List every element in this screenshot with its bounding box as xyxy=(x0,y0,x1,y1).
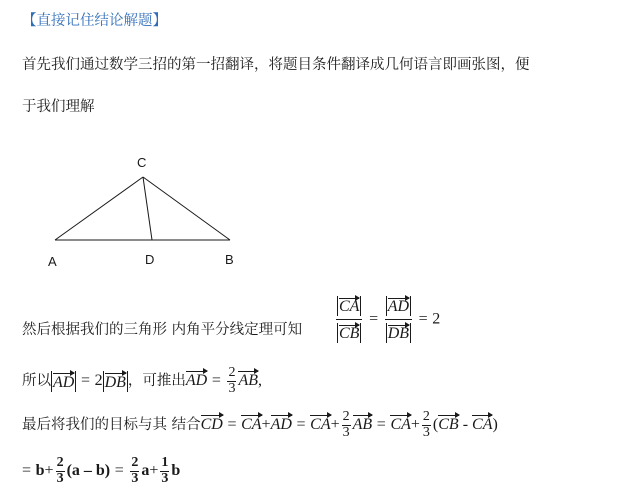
vector-b: b xyxy=(35,462,45,480)
derive-prefix: 所以 xyxy=(22,373,51,390)
vector-a: a xyxy=(141,462,150,480)
final-line xyxy=(22,456,180,486)
side-bc xyxy=(143,177,230,240)
ratio-ca-cb xyxy=(336,296,362,343)
vec-ad: AD xyxy=(53,371,74,392)
vec-cb: CB xyxy=(438,413,458,434)
derive-mid: ，可推出 xyxy=(127,373,186,390)
vec-ca: CA xyxy=(472,413,492,434)
vector-b: b xyxy=(171,462,181,480)
equals-sign: = xyxy=(114,462,124,480)
bisector-cd xyxy=(143,177,152,240)
vec-ad: AD xyxy=(387,298,410,315)
plus-sign: + xyxy=(261,416,271,434)
ratio-value: 2 xyxy=(432,310,441,328)
combine-prefix: 最后将我们的目标与其 结合 xyxy=(22,417,201,434)
vec-db: DB xyxy=(387,324,410,342)
ratio-ad-db xyxy=(385,296,412,343)
label-vertex-a: A xyxy=(48,254,57,269)
label-vertex-b: B xyxy=(225,252,234,267)
label-vertex-c: C xyxy=(137,155,147,170)
fraction-one-third: $\frac{1}{3}$ xyxy=(161,455,169,486)
vec-ad: AD xyxy=(186,369,207,390)
plus-sign: + xyxy=(330,416,340,434)
vec-db: DB xyxy=(105,371,126,392)
intro-line-2: 于我们理解 xyxy=(22,99,95,115)
equals-sign: = xyxy=(227,416,237,434)
theorem-text: 然后根据我们的三角形 内角平分线定理可知 xyxy=(22,322,303,338)
vec-ca: CA xyxy=(241,413,261,434)
combination-line xyxy=(22,410,498,440)
trailing-comma: , xyxy=(258,372,263,390)
fraction-two-thirds: $\frac{2}{3}$ xyxy=(342,409,350,440)
minus-sign: - xyxy=(458,416,473,434)
vec-ad: AD xyxy=(271,413,292,434)
equals-sign: = xyxy=(376,416,386,434)
section-title: 【直接记住结论解题】 xyxy=(22,13,167,29)
vec-ca: CA xyxy=(310,413,330,434)
derivation-line xyxy=(22,366,262,396)
plus-sign: + xyxy=(44,462,54,480)
equals-sign: = xyxy=(296,416,306,434)
equals-sign: = xyxy=(22,462,32,480)
fraction-two-thirds: $\frac{2}{3}$ xyxy=(56,455,64,486)
fraction-two-thirds: $\frac{2}{3}$ xyxy=(131,455,139,486)
vec-ab: AB xyxy=(238,369,258,390)
paren-a-minus-b: (a – b) xyxy=(66,462,111,480)
equals-sign: = xyxy=(369,310,379,328)
fraction-two-thirds: $\frac{2}{3}$ xyxy=(228,365,236,396)
plus-sign: + xyxy=(149,462,159,480)
equals-sign: = xyxy=(80,372,90,390)
coefficient: 2 xyxy=(94,372,103,390)
vec-ca: CA xyxy=(339,298,360,315)
equals-sign: = xyxy=(211,372,221,390)
right-paren: ) xyxy=(492,416,498,434)
fraction-two-thirds: $\frac{2}{3}$ xyxy=(422,409,430,440)
plus-sign: + xyxy=(410,416,420,434)
intro-line-1: 首先我们通过数学三招的第一招翻译，将题目条件翻译成几何语言即画张图，便 xyxy=(22,57,530,73)
vec-ab: AB xyxy=(353,413,373,434)
side-ac xyxy=(55,177,143,240)
vec-cb: CB xyxy=(339,324,360,342)
equals-sign: = xyxy=(418,310,428,328)
theorem-formula xyxy=(334,296,440,343)
vec-cd: CD xyxy=(201,413,223,434)
vec-ca: CA xyxy=(390,413,410,434)
label-point-d: D xyxy=(145,252,155,267)
left-paren: ( xyxy=(432,416,439,434)
